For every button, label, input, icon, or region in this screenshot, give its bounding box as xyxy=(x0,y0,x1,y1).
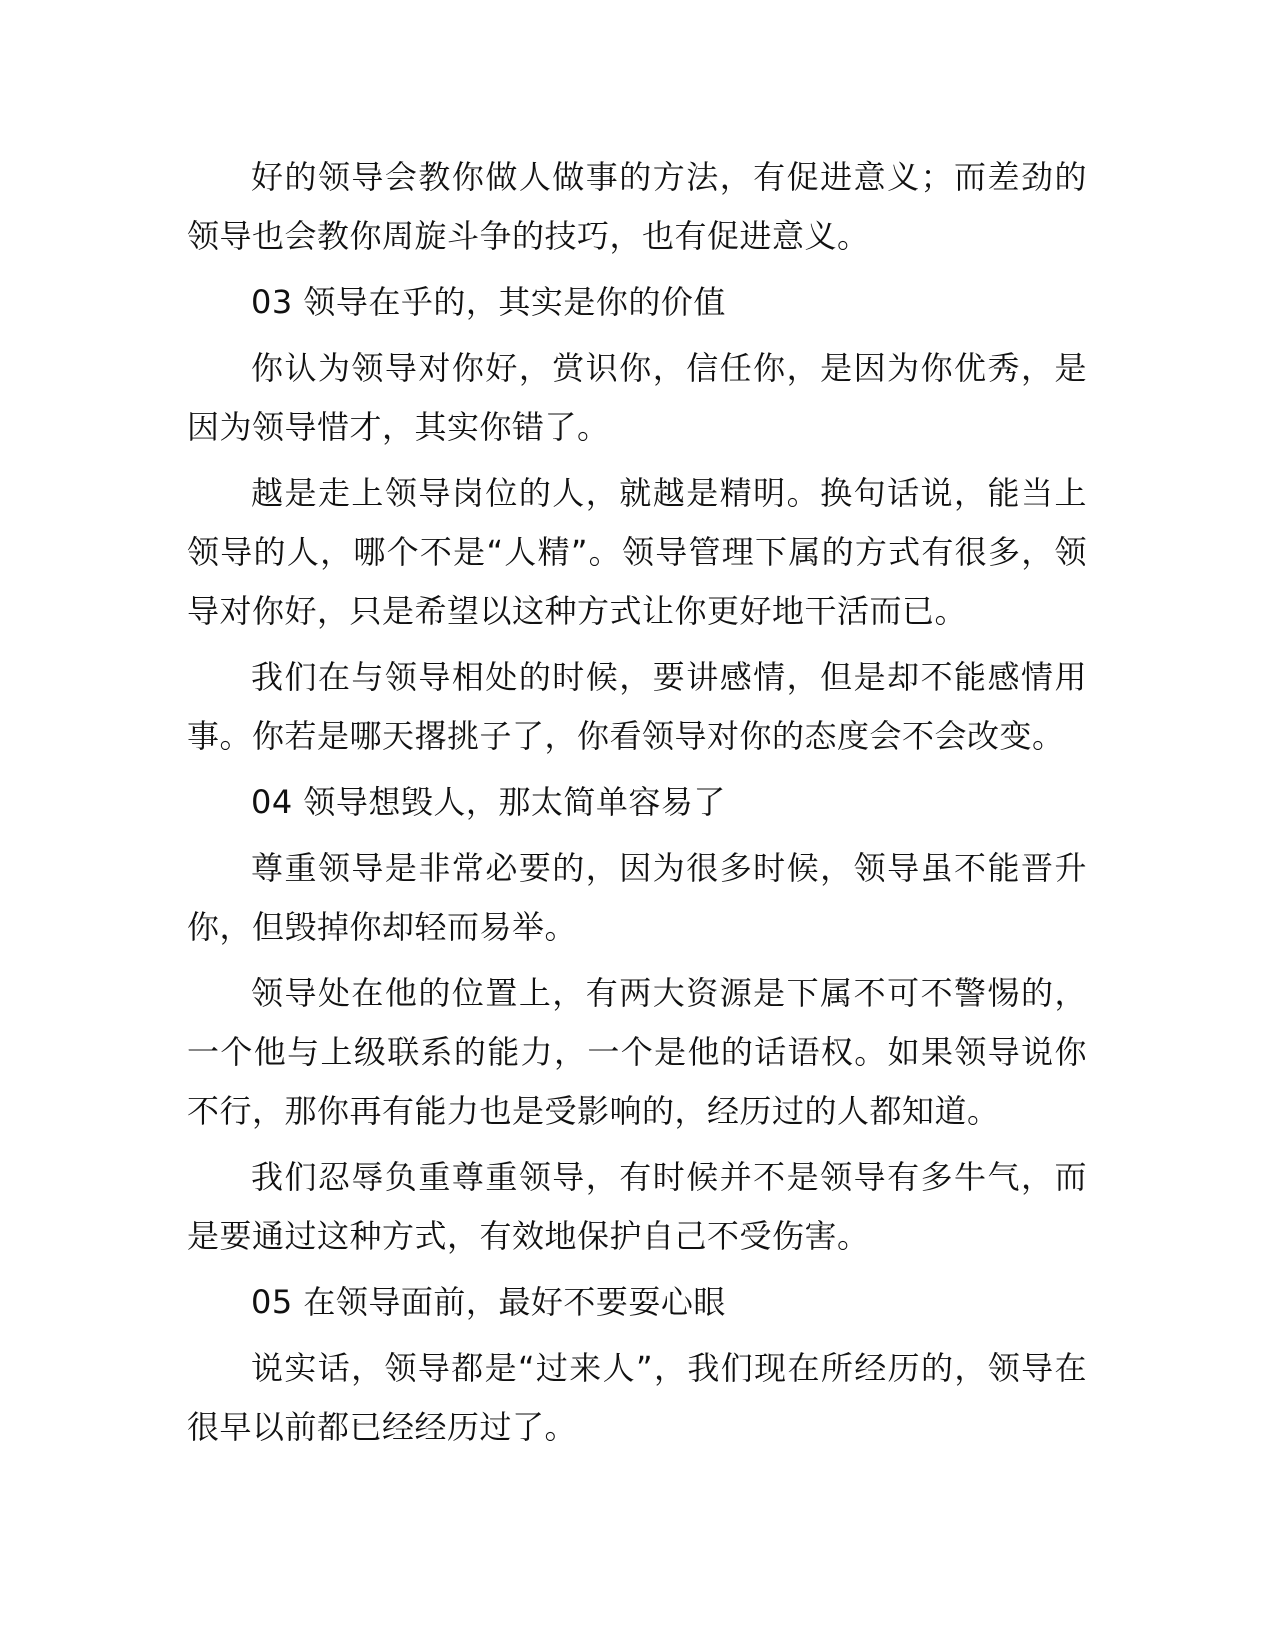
paragraph: 领导处在他的位置上，有两大资源是下属不可不警惕的，一个他与上级联系的能力，一个是他的话语权。如果领导说你不行，那你再有能力也是受影响的，经历过的人都知道。 xyxy=(187,974,1087,1130)
paragraph: 越是走上领导岗位的人，就越是精明。换句话说，能当上领导的人，哪个不是“人精”。领导管理下属的方式有很多，领导对你好，只是希望以这种方式让你更好地干活而已。 xyxy=(187,474,1087,630)
section-heading: 03 领导在乎的，其实是你的价值 xyxy=(251,283,726,321)
paragraph: 我们在与领导相处的时候，要讲感情，但是却不能感情用事。你若是哪天撂挑子了，你看领导对你的态度会不会改变。 xyxy=(187,658,1087,755)
section-heading: 04 领导想毁人，那太简单容易了 xyxy=(251,783,726,821)
document-page xyxy=(187,148,1087,1464)
paragraph: 好的领导会教你做人做事的方法，有促进意义；而差劲的领导也会教你周旋斗争的技巧，也有促进意义。 xyxy=(187,158,1087,255)
paragraph: 我们忍辱负重尊重领导，有时候并不是领导有多牛气，而是要通过这种方式，有效地保护自己不受伤害。 xyxy=(187,1158,1087,1255)
paragraph: 尊重领导是非常必要的，因为很多时候，领导虽不能晋升你，但毁掉你却轻而易举。 xyxy=(187,849,1087,946)
paragraph: 你认为领导对你好，赏识你，信任你，是因为你优秀，是因为领导惜才，其实你错了。 xyxy=(187,349,1087,446)
paragraph: 说实话，领导都是“过来人”，我们现在所经历的，领导在很早以前都已经经历过了。 xyxy=(187,1349,1087,1446)
section-heading: 05 在领导面前，最好不要耍心眼 xyxy=(251,1283,726,1321)
